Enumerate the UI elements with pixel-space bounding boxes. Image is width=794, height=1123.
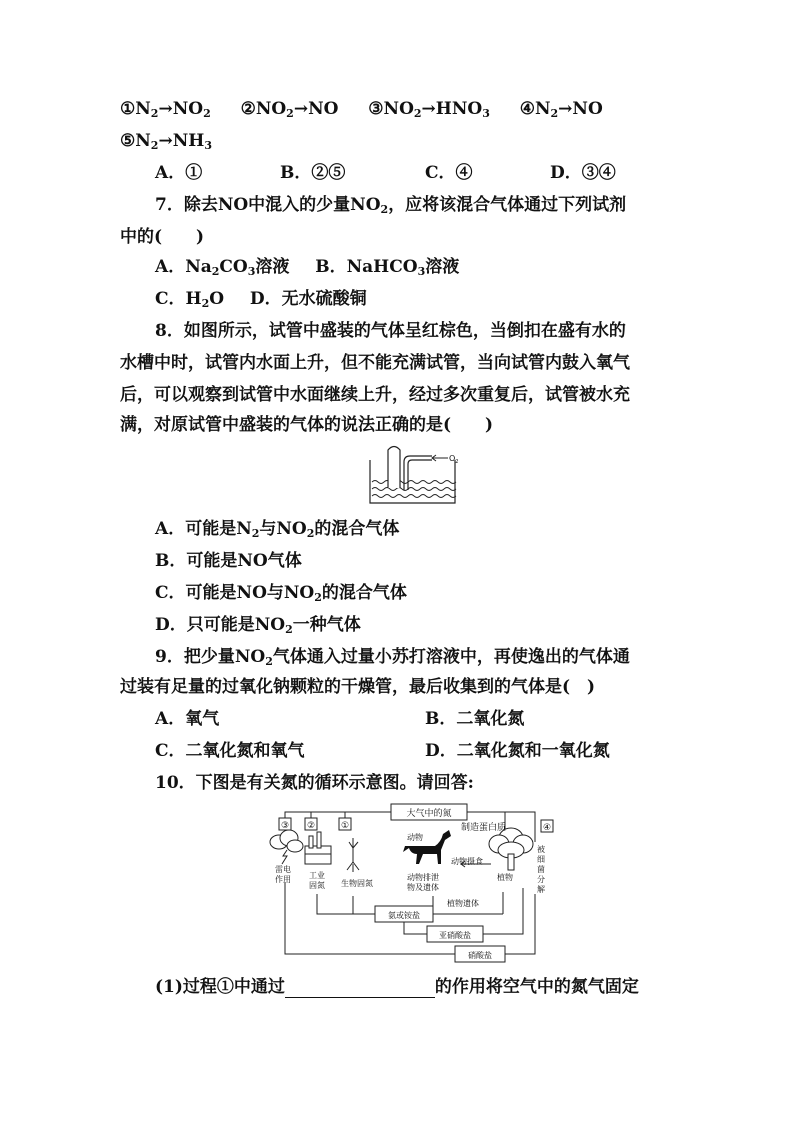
q8-figure-o2-label: $O_2$ bbox=[449, 454, 459, 465]
q10-sub1-answer-blank[interactable] bbox=[285, 979, 435, 998]
q7-stem-line-2: 中的( ) bbox=[120, 227, 205, 247]
diagram-plant-label: 植物 bbox=[497, 873, 513, 882]
q6-option-a: A．① bbox=[155, 163, 203, 183]
diagram-lightning-label-2: 作用 bbox=[275, 875, 291, 884]
diagram-protein-label: 制造蛋白质 bbox=[461, 823, 507, 833]
svg-text:分: 分 bbox=[537, 875, 545, 884]
reaction-2: $②NO_2\to NO$ bbox=[240, 99, 339, 120]
q10-stem: 10．下图是有关氮的循环示意图。请回答: bbox=[155, 773, 474, 793]
diagram-animal-label: 动物 bbox=[407, 833, 423, 842]
diagram-number-4: ④ bbox=[542, 823, 552, 833]
diagram-bio-fix-label: 生物固氮 bbox=[341, 879, 373, 888]
nitrogen-cycle-diagram bbox=[265, 802, 565, 964]
reaction-5: $⑤N_2\to NH_3$ bbox=[120, 131, 212, 152]
q8-option-a: A．可能是$N_2$与$NO_2$的混合气体 bbox=[155, 519, 400, 540]
diagram-ammonia-label: 氨或铵盐 bbox=[388, 911, 420, 920]
q9-stem-line-2: 过装有足量的过氧化钠颗粒的干燥管，最后收集到的气体是( ) bbox=[120, 677, 596, 697]
svg-text:细: 细 bbox=[537, 855, 545, 864]
q8-test-tube-figure bbox=[360, 440, 470, 508]
diagram-animal-waste-label-1: 动物排泄 bbox=[407, 873, 439, 882]
q8-option-d: D．只可能是$NO_2$一种气体 bbox=[155, 615, 361, 636]
diagram-atmosphere-label: 大气中的氮 bbox=[406, 809, 452, 819]
diagram-industrial-label-1: 工业 bbox=[309, 871, 325, 880]
q9-option-b: B．二氧化氮 bbox=[425, 709, 525, 729]
reaction-4: $④N_2\to NO$ bbox=[519, 99, 603, 120]
q9-option-a: A．氧气 bbox=[155, 709, 220, 729]
q8-option-c: C．可能是NO与$NO_2$的混合气体 bbox=[155, 583, 407, 604]
q8-stem-line-2: 水槽中时，试管内水面上升，但不能充满试管，当向试管内鼓入氧气 bbox=[120, 353, 630, 373]
diagram-lightning-label-1: 雷电 bbox=[275, 865, 291, 874]
diagram-animal-waste-label-2: 物及遗体 bbox=[407, 883, 439, 892]
q6-option-d: D．③④ bbox=[550, 163, 616, 183]
diagram-nitrate-label: 硝酸盐 bbox=[468, 951, 492, 960]
q9-option-c: C．二氧化氮和氧气 bbox=[155, 741, 305, 761]
reactions-line-2 bbox=[120, 130, 212, 152]
reaction-1: $①N_2\to NO_2$ bbox=[120, 99, 211, 120]
diagram-number-1: ① bbox=[340, 821, 350, 831]
q7-options-cd bbox=[155, 288, 367, 310]
q8-stem-line-3: 后，可以观察到试管中水面继续上升，经过多次重复后，试管被水充 bbox=[120, 385, 630, 405]
q7-option-a: A．$Na_2CO_3$溶液 bbox=[155, 257, 290, 278]
q7-stem-line-1: 7．除去NO中混入的少量$NO_2$，应将该混合气体通过下列试剂 bbox=[155, 195, 627, 216]
diagram-number-2: ② bbox=[306, 821, 316, 831]
q9-option-d: D．二氧化氮和一氧化氮 bbox=[425, 741, 610, 761]
q7-option-b: B．NaHCO$_3$溶液 bbox=[315, 257, 460, 278]
q8-stem-line-4: 满，对原试管中盛装的气体的说法正确的是( ) bbox=[120, 415, 494, 435]
svg-text:被: 被 bbox=[537, 845, 545, 854]
q6-option-c: C．④ bbox=[425, 163, 473, 183]
reaction-3: $③NO_2\to HNO_3$ bbox=[368, 99, 490, 120]
q7-options-ab bbox=[155, 256, 459, 278]
q8-stem-line-1: 8．如图所示，试管中盛装的气体呈红棕色，当倒扣在盛有水的 bbox=[155, 321, 626, 341]
q6-option-b: B．②⑤ bbox=[280, 163, 346, 183]
reactions-line-1 bbox=[120, 98, 603, 120]
svg-text:菌: 菌 bbox=[537, 865, 545, 874]
svg-text:解: 解 bbox=[537, 885, 545, 894]
diagram-animal-eat-label: 动物摄食 bbox=[451, 857, 483, 866]
diagram-plant-remains-label: 植物遗体 bbox=[447, 899, 479, 908]
diagram-nitrite-label: 亚硝酸盐 bbox=[439, 931, 471, 940]
diagram-industrial-label-2: 固氮 bbox=[309, 881, 325, 890]
q10-sub1: (1)过程①中通过 的作用将空气中的氮气固定 bbox=[155, 977, 639, 997]
q8-option-b: B．可能是NO气体 bbox=[155, 551, 302, 571]
q7-option-c: C．$H_2O$ bbox=[155, 289, 225, 310]
diagram-decompose-label bbox=[537, 844, 545, 894]
q7-option-d: D．无水硫酸铜 bbox=[249, 289, 367, 309]
q9-stem-line-1: 9．把少量$NO_2$气体通入过量小苏打溶液中，再使逸出的气体通 bbox=[155, 647, 630, 668]
diagram-number-3: ③ bbox=[280, 821, 290, 831]
